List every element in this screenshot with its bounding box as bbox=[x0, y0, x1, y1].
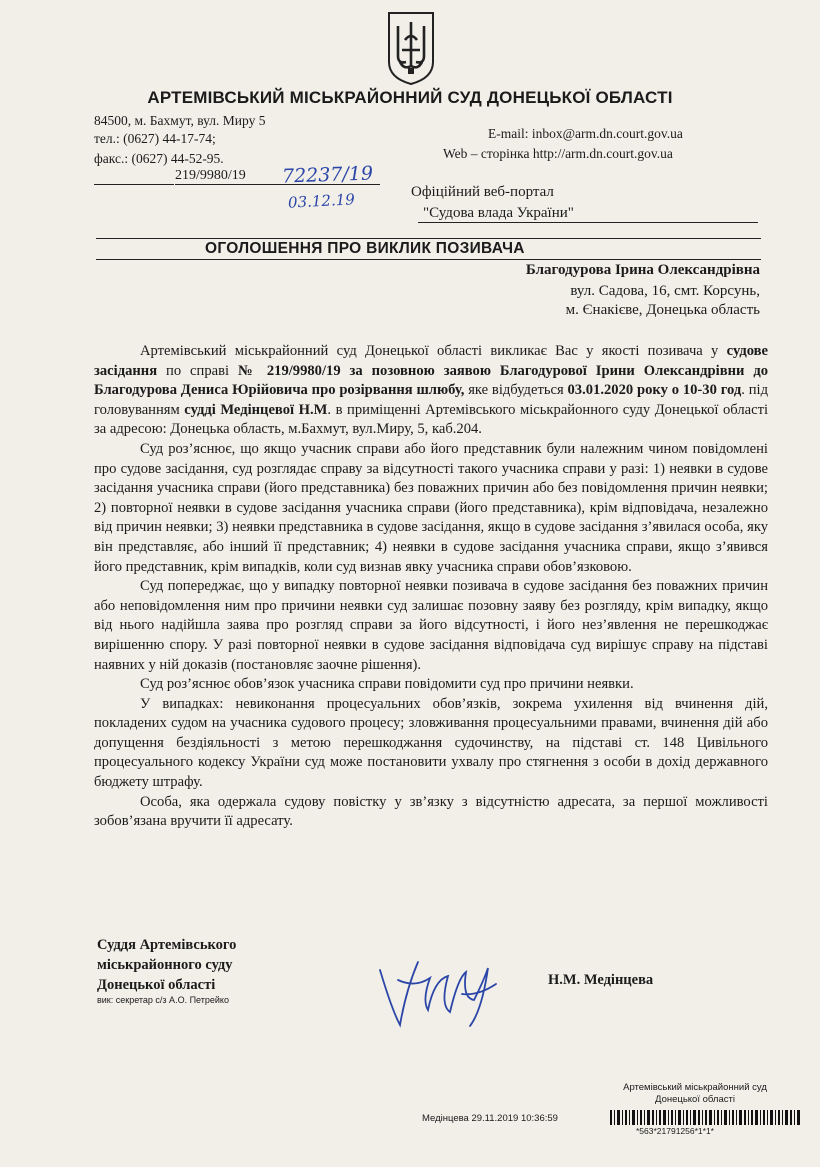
paragraph-duty: Суд роз’яснює обов’язок учасника справи повідомити суд про причини неявки. bbox=[140, 676, 634, 693]
court-website: Web – сторінка http://arm.dn.court.gov.ua bbox=[443, 146, 673, 161]
trident-emblem-icon bbox=[386, 10, 436, 86]
document-heading: ОГОЛОШЕННЯ ПРО ВИКЛИК ПОЗИВАЧА bbox=[205, 240, 525, 257]
addressee-name: Благодурова Ірина Олександрівна bbox=[525, 262, 760, 278]
paragraph-summons: Артемівський міськрайонний суд Донецької області викликає Вас у якості позивача у судове засідання по справі № 219/9980/19 за позовною заявою Благодурової Ірини Олександрівни до Благодурова Дениса Юрійовича про розірвання шлюбу, яке відбудеться 03.01.2020 року о 10-30 год. під головуванням судді Медінцевої Н.М. в приміщенні Артемівського міськрайонного суду Донецької області за адресою: Донецька область, м.Бахмут, вул.Миру, 5, каб.204. bbox=[94, 343, 769, 438]
handwritten-outgoing-number: 72237/19 bbox=[281, 162, 374, 188]
portal-line-1: Офіційний веб-портал bbox=[411, 184, 554, 200]
judge-title bbox=[97, 935, 236, 995]
case-number: 219/9980/19 bbox=[175, 168, 246, 183]
judge-name: Н.М. Медінцева bbox=[548, 972, 654, 988]
judge-title-line-1: Суддя Артемівського bbox=[97, 937, 237, 953]
executor-note: вик: секретар с/з А.О. Петрейко bbox=[97, 995, 229, 1005]
handwritten-signature bbox=[370, 950, 510, 1040]
addressee-address-line-2: м. Єнакієве, Донецька область bbox=[565, 302, 760, 318]
paragraph-fines: У випадках: невиконання процесуальних обов’язків, зокрема ухилення від вчинення дій, покладених судом на учасника судового процесу; зловживання процесуальними правами, вчинення дій або допущення бездіяльності з метою перешкоджання судочинству, на підставі ст. 148 Цивільного процесуального кодексу України суд може постановити ухвалу про стягнення з особи в дохід державного бюджету штрафу. bbox=[94, 695, 768, 791]
court-phone: тел.: (0627) 44-17-74; bbox=[94, 131, 216, 146]
court-name: АРТЕМІВСЬКИЙ МІСЬКРАЙОННИЙ СУД ДОНЕЦЬКОЇ ОБЛАСТІ bbox=[147, 88, 673, 107]
judge-title-line-2: міськрайонного суду bbox=[97, 957, 233, 973]
electronic-stamp bbox=[595, 1082, 795, 1106]
barcode-text: *563*21791256*1*1* bbox=[636, 1126, 714, 1136]
portal-line-2: "Судова влада України" bbox=[423, 205, 574, 221]
court-address: 84500, м. Бахмут, вул. Миру 5 bbox=[94, 113, 266, 128]
stamp-line-1: Артемівський міськрайонний суд bbox=[623, 1082, 767, 1093]
paragraph-absence-rules: Суд роз’яснює, що якщо учасник справи або його представник були належним чином повідомлені про судове засідання, суд розглядає справу за відсутності такого учасника справи у разі: 1) неявки в судове засідання учасника справи (його представника) без поважних причин або без повідомлення причин неявки; 2) повторної неявки в судове засідання учасника справи (його представника), крім відповідача, незалежно від причин неявки; 3) неявки представника в судове засідання, якщо в судове засідання з’явилася особа, яку він представляє, або інший її представник; 4) неявки в судове засідання учасника справи, якщо з’явився його представник, крім випадків, коли суд визнав явку учасника справи обов’язковою. bbox=[94, 440, 768, 575]
signed-timestamp: Медінцева 29.11.2019 10:36:59 bbox=[422, 1113, 558, 1124]
judge-title-line-3: Донецької області bbox=[97, 977, 216, 993]
barcode bbox=[610, 1110, 800, 1125]
paragraph-delivery: Особа, яка одержала судову повістку у зв’язку з відсутністю адресата, за першої можливості зобов’язана вручити її адресату. bbox=[94, 793, 768, 830]
court-email: E-mail: inbox@arm.dn.court.gov.ua bbox=[488, 126, 683, 141]
addressee-address-line-1: вул. Садова, 16, смт. Корсунь, bbox=[570, 283, 760, 299]
court-fax: факс.: (0627) 44-52-95. bbox=[94, 151, 224, 166]
paragraph-warning: Суд попереджає, що у випадку повторної неявки позивача в судове засідання без поважних причин або неповідомлення ним про причини неявки суд залишає позовну заяву без розгляду, крім випадку, якщо від нього надійшла заява про розгляд справи за його відсутності, і його нез’явлення не перешкоджає вирішенню спору. У разі повторної неявки в судове засідання відповідача суд вирішує справу на підставі наявних у ній доказів (постановляє заочне рішення). bbox=[94, 578, 768, 673]
handwritten-date: 03.12.19 bbox=[287, 190, 356, 212]
stamp-line-2: Донецької області bbox=[655, 1094, 735, 1105]
notice-body bbox=[94, 342, 768, 832]
